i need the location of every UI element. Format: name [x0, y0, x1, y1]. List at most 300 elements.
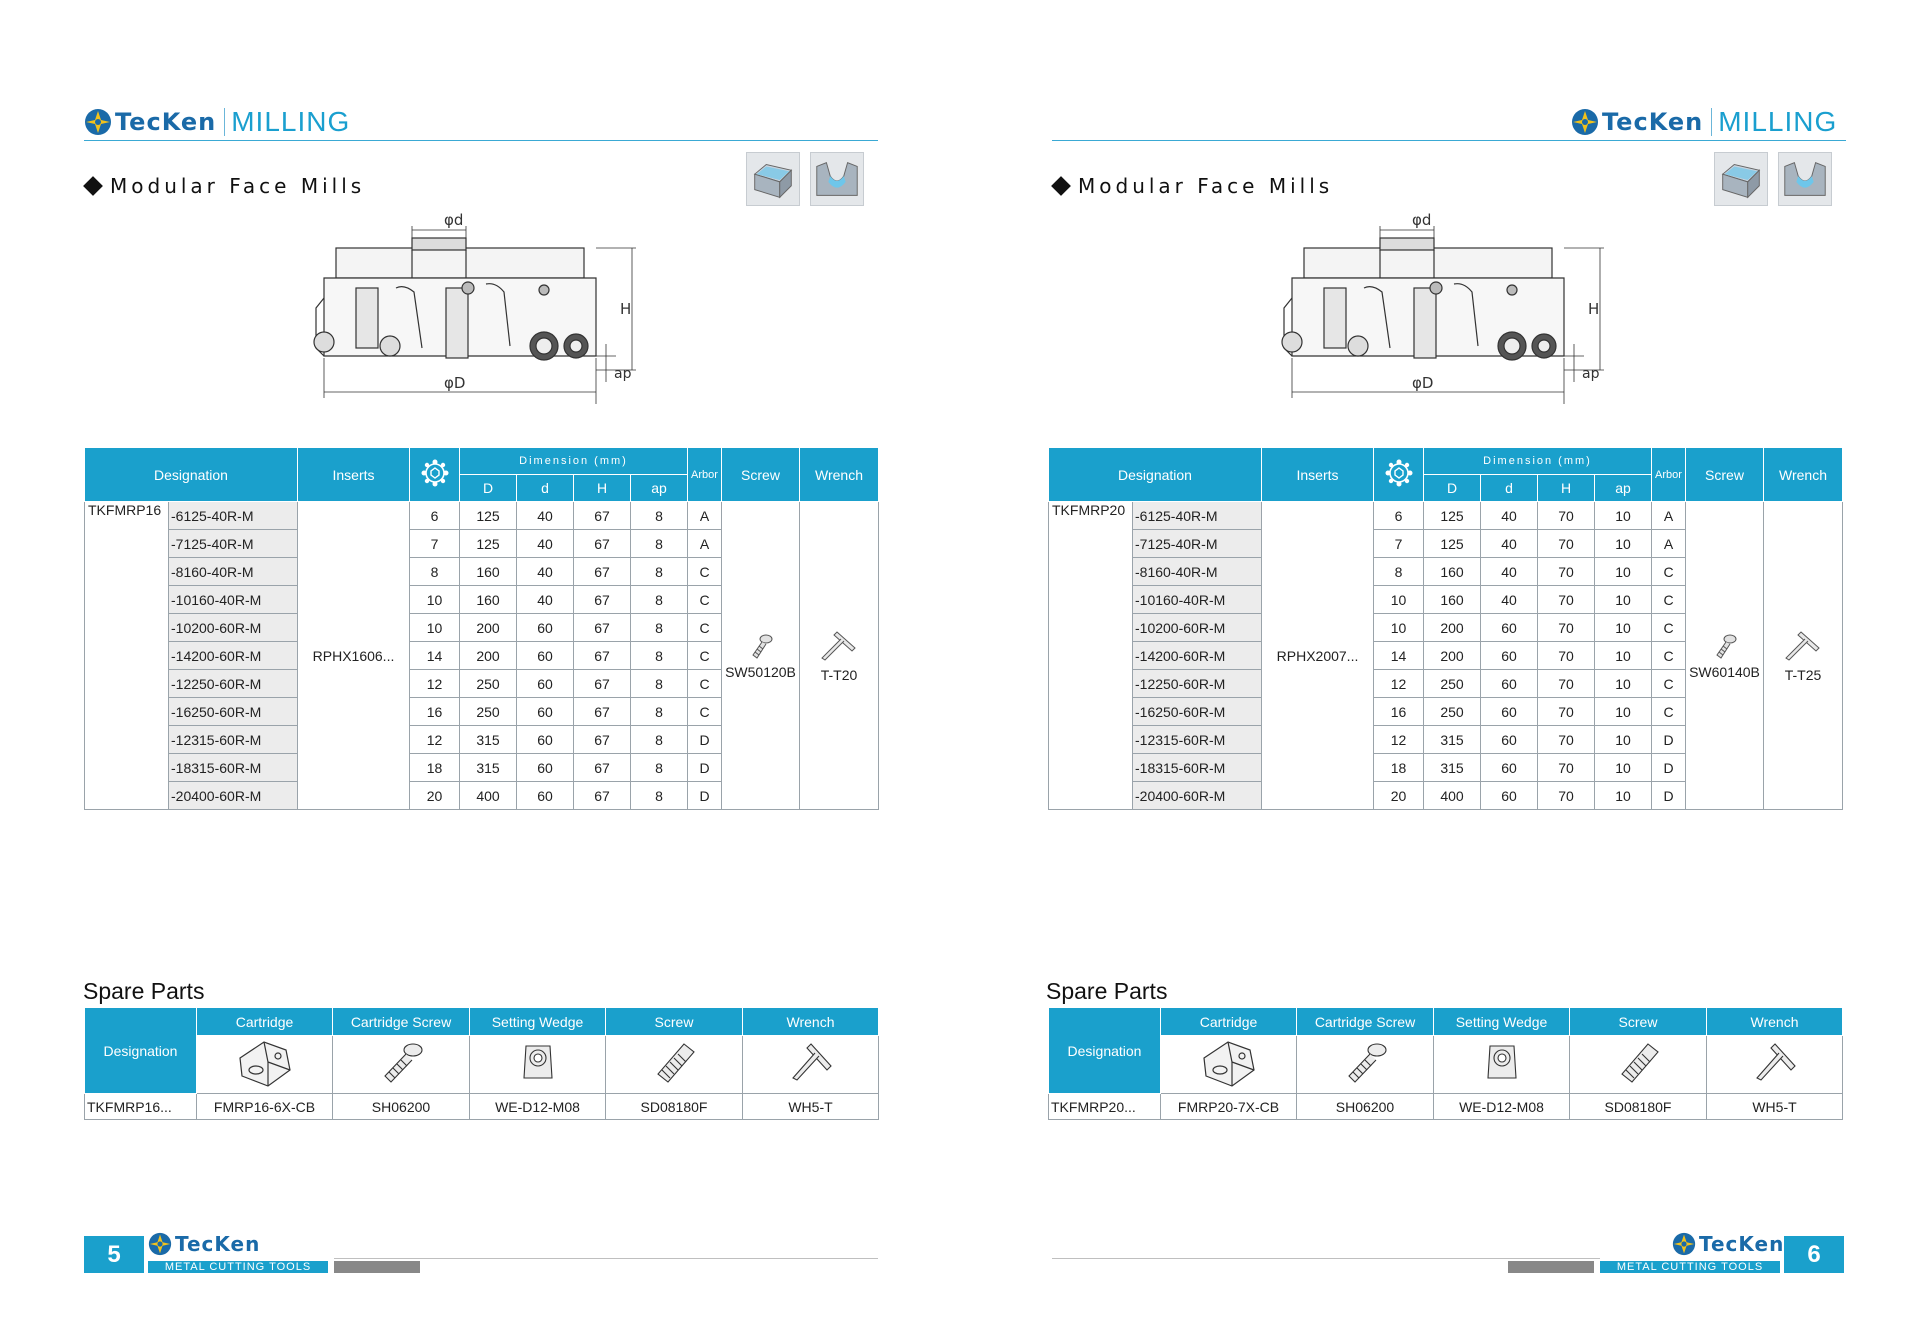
page-header-brand	[1571, 106, 1837, 138]
spare-value-cartridge: FMRP16-6X-CB	[197, 1094, 333, 1120]
dim-D-cell: 125	[1424, 530, 1481, 558]
table-row	[85, 502, 879, 530]
dim-D-cell: 400	[460, 782, 517, 810]
dim-D-cell: 315	[1424, 726, 1481, 754]
dim-d-cell: 60	[517, 754, 574, 782]
arbor-cell: C	[1652, 670, 1686, 698]
dim-D-cell: 250	[1424, 698, 1481, 726]
footer-logo	[1672, 1232, 1696, 1256]
dim-H-cell: 67	[574, 642, 631, 670]
dim-d-cell: 40	[1481, 502, 1538, 530]
face-milling-application-icon	[1714, 152, 1768, 206]
dim-label-D: φD	[1412, 374, 1434, 392]
spare-header-screw: Screw	[606, 1008, 743, 1036]
col-header-d: d	[1481, 475, 1538, 502]
teeth-count-cell: 7	[1374, 530, 1424, 558]
dim-H-cell: 70	[1538, 502, 1595, 530]
dim-D-cell: 125	[460, 530, 517, 558]
spare-value-cartridge: FMRP20-7X-CB	[1161, 1094, 1297, 1120]
dim-ap-cell: 10	[1595, 754, 1652, 782]
dim-H-cell: 67	[574, 782, 631, 810]
designation-suffix: -16250-60R-M	[169, 698, 298, 726]
col-header-ap: ap	[1595, 475, 1652, 502]
designation-suffix: -10200-60R-M	[169, 614, 298, 642]
dim-D-cell: 200	[460, 614, 517, 642]
dim-H-cell: 67	[574, 754, 631, 782]
dim-d-cell: 60	[1481, 670, 1538, 698]
teeth-count-cell: 12	[410, 670, 460, 698]
section-label: MILLING	[1718, 106, 1838, 137]
col-header-D: D	[460, 475, 517, 502]
footer-gray-bar	[334, 1261, 420, 1273]
tecken-logo-icon	[84, 108, 112, 136]
dim-d-cell: 40	[517, 530, 574, 558]
teeth-count-cell: 10	[1374, 586, 1424, 614]
dim-D-cell: 200	[1424, 614, 1481, 642]
designation-suffix: -18315-60R-M	[169, 754, 298, 782]
section-title-text: Modular Face Mills	[110, 174, 366, 198]
screw-icon	[1610, 1038, 1666, 1088]
arbor-cell: C	[1652, 642, 1686, 670]
dim-d-cell: 40	[517, 586, 574, 614]
col-header-teeth	[1374, 448, 1424, 502]
designation-suffix: -12250-60R-M	[1133, 670, 1262, 698]
col-header-d: d	[517, 475, 574, 502]
dim-ap-cell: 8	[631, 502, 688, 530]
screw-icon	[646, 1038, 702, 1088]
dim-d-cell: 60	[1481, 698, 1538, 726]
designation-suffix: -6125-40R-M	[1133, 502, 1262, 530]
section-title	[86, 174, 365, 198]
dim-ap-cell: 8	[631, 558, 688, 586]
wrench-image-cell	[743, 1036, 879, 1094]
designation-suffix: -20400-60R-M	[1133, 782, 1262, 810]
dim-D-cell: 125	[460, 502, 517, 530]
table-row	[1049, 502, 1843, 530]
arbor-cell: C	[688, 558, 722, 586]
brand-logo	[1571, 108, 1599, 136]
teeth-count-cell: 10	[1374, 614, 1424, 642]
dim-ap-cell: 10	[1595, 558, 1652, 586]
dim-label-ap: ap	[1582, 366, 1600, 382]
catalog-page-6	[960, 0, 1920, 1336]
dim-ap-cell: 8	[631, 614, 688, 642]
dim-H-cell: 70	[1538, 726, 1595, 754]
col-header-D: D	[1424, 475, 1481, 502]
dim-H-cell: 67	[574, 530, 631, 558]
teeth-count-cell: 16	[1374, 698, 1424, 726]
brand-logo	[84, 108, 112, 136]
dim-label-d: φd	[444, 211, 464, 229]
face-mill-technical-drawing	[1264, 208, 1614, 410]
arbor-cell: D	[688, 754, 722, 782]
setting-wedge-icon	[518, 1038, 558, 1088]
dim-ap-cell: 8	[631, 586, 688, 614]
insert-screw-icon	[1710, 631, 1740, 661]
dim-d-cell: 60	[517, 726, 574, 754]
arbor-cell: C	[688, 698, 722, 726]
teeth-count-cell: 6	[1374, 502, 1424, 530]
footer-tagline: METAL CUTTING TOOLS	[148, 1261, 328, 1273]
dim-label-H: H	[1588, 300, 1600, 318]
dim-ap-cell: 8	[631, 754, 688, 782]
arbor-cell: C	[1652, 614, 1686, 642]
footer-tagline: METAL CUTTING TOOLS	[1600, 1261, 1780, 1273]
dim-D-cell: 125	[1424, 502, 1481, 530]
teeth-count-cell: 20	[410, 782, 460, 810]
designation-suffix: -14200-60R-M	[169, 642, 298, 670]
dim-ap-cell: 8	[631, 726, 688, 754]
torx-wrench-icon	[1781, 628, 1825, 664]
col-header-designation: Designation	[1049, 448, 1262, 502]
col-header-screw: Screw	[722, 448, 800, 502]
dim-H-cell: 67	[574, 502, 631, 530]
spare-value-cartridge-screw: SH06200	[333, 1094, 470, 1120]
dim-H-cell: 70	[1538, 698, 1595, 726]
dim-D-cell: 315	[460, 726, 517, 754]
spare-header-designation: Designation	[85, 1008, 197, 1094]
wrench-cell	[1764, 502, 1843, 810]
dim-D-cell: 160	[460, 586, 517, 614]
dim-d-cell: 60	[517, 782, 574, 810]
teeth-count-cell: 10	[410, 614, 460, 642]
teeth-count-cell: 12	[1374, 670, 1424, 698]
footer-rule	[1052, 1258, 1600, 1259]
teeth-count-cell: 8	[410, 558, 460, 586]
arbor-cell: D	[688, 726, 722, 754]
spare-header-setting-wedge: Setting Wedge	[1434, 1008, 1570, 1036]
dim-D-cell: 250	[460, 698, 517, 726]
dim-H-cell: 70	[1538, 642, 1595, 670]
dim-ap-cell: 8	[631, 782, 688, 810]
footer-brand	[1672, 1232, 1784, 1256]
dim-ap-cell: 10	[1595, 502, 1652, 530]
teeth-count-cell: 10	[410, 586, 460, 614]
dim-H-cell: 67	[574, 726, 631, 754]
spare-header-designation: Designation	[1049, 1008, 1161, 1094]
spare-value-cartridge-screw: SH06200	[1297, 1094, 1434, 1120]
wrench-image-cell	[1707, 1036, 1843, 1094]
dim-ap-cell: 10	[1595, 782, 1652, 810]
cartridge-icon	[234, 1036, 296, 1090]
spare-parts-title: Spare Parts	[83, 978, 205, 1004]
cartridge-screw-icon	[1337, 1038, 1393, 1088]
wrench-cell	[800, 502, 879, 810]
wrench-code: T-T20	[820, 667, 858, 683]
dim-d-cell: 40	[1481, 558, 1538, 586]
diamond-bullet-icon	[83, 176, 103, 196]
specification-table	[1048, 447, 1843, 810]
arbor-cell: C	[688, 670, 722, 698]
face-mill-technical-drawing	[296, 208, 646, 410]
dim-label-ap: ap	[614, 366, 632, 382]
dim-D-cell: 315	[460, 754, 517, 782]
page-number: 6	[1784, 1236, 1844, 1273]
dim-ap-cell: 8	[631, 530, 688, 558]
col-header-teeth	[410, 448, 460, 502]
screw-image-cell	[1570, 1036, 1707, 1094]
col-header-wrench: Wrench	[800, 448, 879, 502]
col-header-dimension: Dimension (mm)	[1424, 448, 1652, 475]
page-header-brand	[84, 106, 350, 138]
spare-value-designation: TKFMRP16...	[85, 1094, 197, 1120]
wrench-icon	[783, 1038, 839, 1088]
teeth-count-cell: 20	[1374, 782, 1424, 810]
arbor-cell: C	[688, 642, 722, 670]
dim-label-D: φD	[444, 374, 466, 392]
dim-d-cell: 60	[1481, 754, 1538, 782]
dim-ap-cell: 10	[1595, 698, 1652, 726]
inserts-cell: RPHX1606...	[298, 502, 410, 810]
designation-suffix: -6125-40R-M	[169, 502, 298, 530]
section-label: MILLING	[231, 106, 351, 137]
spare-value-screw: SD08180F	[606, 1094, 743, 1120]
dim-d-cell: 60	[517, 614, 574, 642]
dim-H-cell: 70	[1538, 530, 1595, 558]
footer-brand-name: TecKen	[1699, 1232, 1785, 1256]
profile-milling-application-icon	[810, 152, 864, 206]
specification-rows	[1049, 502, 1843, 810]
dim-H-cell: 70	[1538, 558, 1595, 586]
inserts-cell: RPHX2007...	[1262, 502, 1374, 810]
designation-prefix: TKFMRP20	[1049, 502, 1133, 810]
dim-D-cell: 200	[1424, 642, 1481, 670]
designation-suffix: -18315-60R-M	[1133, 754, 1262, 782]
teeth-count-cell: 8	[1374, 558, 1424, 586]
setting-wedge-image-cell	[1434, 1036, 1570, 1094]
dim-H-cell: 67	[574, 670, 631, 698]
tecken-logo-icon	[1672, 1232, 1696, 1256]
dim-ap-cell: 8	[631, 698, 688, 726]
setting-wedge-icon	[1482, 1038, 1522, 1088]
designation-suffix: -12250-60R-M	[169, 670, 298, 698]
teeth-count-cell: 18	[1374, 754, 1424, 782]
screw-cell	[1686, 502, 1764, 810]
designation-suffix: -20400-60R-M	[169, 782, 298, 810]
dim-D-cell: 200	[460, 642, 517, 670]
arbor-cell: A	[1652, 530, 1686, 558]
cartridge-screw-image-cell	[333, 1036, 470, 1094]
brand-name: TecKen	[1602, 108, 1704, 136]
diamond-bullet-icon	[1051, 176, 1071, 196]
section-title	[1054, 174, 1333, 198]
spare-header-screw: Screw	[1570, 1008, 1707, 1036]
screw-code: SW60140B	[1689, 664, 1760, 680]
cartridge-icon	[1198, 1036, 1260, 1090]
teeth-count-icon	[1385, 459, 1413, 487]
dim-ap-cell: 8	[631, 642, 688, 670]
dim-D-cell: 160	[1424, 586, 1481, 614]
insert-screw-icon	[746, 631, 776, 661]
application-icons	[1714, 152, 1832, 206]
dim-d-cell: 40	[1481, 530, 1538, 558]
col-header-inserts: Inserts	[1262, 448, 1374, 502]
spare-header-cartridge-screw: Cartridge Screw	[333, 1008, 470, 1036]
footer-gray-bar	[1508, 1261, 1594, 1273]
arbor-cell: A	[688, 530, 722, 558]
dim-ap-cell: 10	[1595, 670, 1652, 698]
dim-ap-cell: 10	[1595, 586, 1652, 614]
designation-suffix: -8160-40R-M	[1133, 558, 1262, 586]
dim-d-cell: 40	[1481, 586, 1538, 614]
teeth-count-cell: 16	[410, 698, 460, 726]
spare-value-setting-wedge: WE-D12-M08	[470, 1094, 606, 1120]
torx-wrench-icon	[817, 628, 861, 664]
profile-milling-application-icon	[1778, 152, 1832, 206]
spare-header-setting-wedge: Setting Wedge	[470, 1008, 606, 1036]
tecken-logo-icon	[148, 1232, 172, 1256]
tecken-logo-icon	[1571, 108, 1599, 136]
spare-value-wrench: WH5-T	[743, 1094, 879, 1120]
cartridge-screw-image-cell	[1297, 1036, 1434, 1094]
specification-table	[84, 447, 879, 810]
dim-d-cell: 60	[1481, 642, 1538, 670]
face-milling-application-icon	[746, 152, 800, 206]
dim-d-cell: 40	[517, 502, 574, 530]
footer-logo	[148, 1232, 172, 1256]
dim-ap-cell: 10	[1595, 530, 1652, 558]
dim-D-cell: 250	[460, 670, 517, 698]
application-icons	[746, 152, 864, 206]
dim-ap-cell: 10	[1595, 614, 1652, 642]
dim-ap-cell: 10	[1595, 642, 1652, 670]
dim-d-cell: 60	[517, 698, 574, 726]
designation-suffix: -7125-40R-M	[1133, 530, 1262, 558]
dim-H-cell: 70	[1538, 754, 1595, 782]
brand-separator	[224, 108, 225, 136]
spare-value-wrench: WH5-T	[1707, 1094, 1843, 1120]
spare-value-screw: SD08180F	[1570, 1094, 1707, 1120]
footer-brand	[148, 1232, 260, 1256]
arbor-cell: D	[1652, 726, 1686, 754]
spare-header-wrench: Wrench	[1707, 1008, 1843, 1036]
designation-suffix: -10200-60R-M	[1133, 614, 1262, 642]
dim-H-cell: 70	[1538, 782, 1595, 810]
header-rule	[1052, 140, 1846, 141]
header-rule	[84, 140, 878, 141]
spare-parts-table	[1048, 1007, 1843, 1120]
col-header-H: H	[1538, 475, 1595, 502]
designation-suffix: -7125-40R-M	[169, 530, 298, 558]
teeth-count-cell: 6	[410, 502, 460, 530]
page-number: 5	[84, 1236, 144, 1273]
spare-header-cartridge: Cartridge	[197, 1008, 333, 1036]
arbor-cell: C	[1652, 698, 1686, 726]
dim-H-cell: 67	[574, 586, 631, 614]
screw-image-cell	[606, 1036, 743, 1094]
wrench-code: T-T25	[1784, 667, 1822, 683]
dim-D-cell: 250	[1424, 670, 1481, 698]
teeth-count-cell: 14	[410, 642, 460, 670]
wrench-icon	[1747, 1038, 1803, 1088]
arbor-cell: C	[688, 586, 722, 614]
dim-label-d: φd	[1412, 211, 1432, 229]
teeth-count-cell: 7	[410, 530, 460, 558]
arbor-cell: C	[688, 614, 722, 642]
setting-wedge-image-cell	[470, 1036, 606, 1094]
col-header-inserts: Inserts	[298, 448, 410, 502]
cartridge-image-cell	[197, 1036, 333, 1094]
dim-d-cell: 60	[1481, 726, 1538, 754]
teeth-count-cell: 14	[1374, 642, 1424, 670]
spare-value-setting-wedge: WE-D12-M08	[1434, 1094, 1570, 1120]
dim-d-cell: 40	[517, 558, 574, 586]
spare-header-cartridge: Cartridge	[1161, 1008, 1297, 1036]
teeth-count-cell: 18	[410, 754, 460, 782]
dim-d-cell: 60	[1481, 782, 1538, 810]
designation-suffix: -8160-40R-M	[169, 558, 298, 586]
section-title-text: Modular Face Mills	[1078, 174, 1334, 198]
designation-suffix: -12315-60R-M	[1133, 726, 1262, 754]
col-header-arbor: Arbor	[1652, 448, 1686, 502]
dim-d-cell: 60	[1481, 614, 1538, 642]
brand-separator	[1711, 108, 1712, 136]
arbor-cell: D	[1652, 782, 1686, 810]
designation-suffix: -12315-60R-M	[169, 726, 298, 754]
dim-D-cell: 400	[1424, 782, 1481, 810]
footer-brand-name: TecKen	[175, 1232, 261, 1256]
specification-rows	[85, 502, 879, 810]
dim-D-cell: 160	[1424, 558, 1481, 586]
spare-parts-title: Spare Parts	[1046, 978, 1168, 1004]
designation-suffix: -14200-60R-M	[1133, 642, 1262, 670]
arbor-cell: A	[688, 502, 722, 530]
dim-H-cell: 70	[1538, 614, 1595, 642]
teeth-count-cell: 12	[410, 726, 460, 754]
arbor-cell: C	[1652, 558, 1686, 586]
teeth-count-icon	[421, 459, 449, 487]
dim-H-cell: 67	[574, 614, 631, 642]
designation-suffix: -16250-60R-M	[1133, 698, 1262, 726]
screw-code: SW50120B	[725, 664, 796, 680]
designation-prefix: TKFMRP16	[85, 502, 169, 810]
dim-d-cell: 60	[517, 670, 574, 698]
spare-value-designation: TKFMRP20...	[1049, 1094, 1161, 1120]
spare-header-wrench: Wrench	[743, 1008, 879, 1036]
spare-header-cartridge-screw: Cartridge Screw	[1297, 1008, 1434, 1036]
col-header-dimension: Dimension (mm)	[460, 448, 688, 475]
footer-rule	[334, 1258, 878, 1259]
designation-suffix: -10160-40R-M	[169, 586, 298, 614]
arbor-cell: C	[1652, 586, 1686, 614]
col-header-screw: Screw	[1686, 448, 1764, 502]
dim-d-cell: 60	[517, 642, 574, 670]
col-header-arbor: Arbor	[688, 448, 722, 502]
dim-label-H: H	[620, 300, 632, 318]
designation-suffix: -10160-40R-M	[1133, 586, 1262, 614]
brand-name: TecKen	[115, 108, 217, 136]
dim-H-cell: 67	[574, 698, 631, 726]
col-header-H: H	[574, 475, 631, 502]
cartridge-screw-icon	[373, 1038, 429, 1088]
cartridge-image-cell	[1161, 1036, 1297, 1094]
col-header-designation: Designation	[85, 448, 298, 502]
dim-H-cell: 67	[574, 558, 631, 586]
dim-H-cell: 70	[1538, 670, 1595, 698]
arbor-cell: A	[1652, 502, 1686, 530]
dim-ap-cell: 8	[631, 670, 688, 698]
dim-H-cell: 70	[1538, 586, 1595, 614]
dim-D-cell: 160	[460, 558, 517, 586]
col-header-wrench: Wrench	[1764, 448, 1843, 502]
arbor-cell: D	[688, 782, 722, 810]
dim-ap-cell: 10	[1595, 726, 1652, 754]
teeth-count-cell: 12	[1374, 726, 1424, 754]
screw-cell	[722, 502, 800, 810]
spare-parts-table	[84, 1007, 879, 1120]
arbor-cell: D	[1652, 754, 1686, 782]
dim-D-cell: 315	[1424, 754, 1481, 782]
